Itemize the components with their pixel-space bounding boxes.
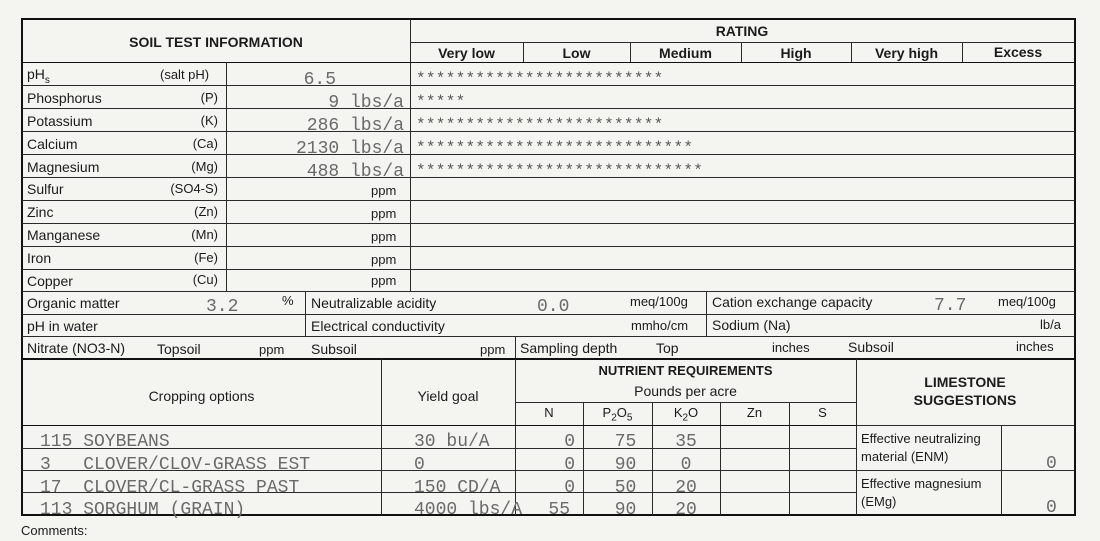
neutralizable-acidity-unit: meq/100g: [630, 294, 688, 309]
crop-n: 0: [564, 455, 575, 475]
nutrient-name: Magnesium: [27, 159, 100, 175]
rating-medium: Medium: [659, 45, 712, 61]
rating-title: RATING: [715, 23, 769, 39]
nutrient-value: 2130 lbs/a: [295, 139, 404, 159]
crop-p: 50: [614, 478, 637, 498]
crop-n: 0: [564, 478, 575, 498]
nutrient-unit: ppm: [371, 183, 397, 198]
crop-k: 35: [675, 432, 697, 452]
col-n: N: [544, 405, 554, 420]
rating-stars: *****: [416, 93, 466, 111]
emg-label-2: (EMg): [861, 494, 897, 509]
crop-yield: 0: [414, 455, 425, 475]
nutrient-symbol: (K): [200, 113, 218, 128]
neutralizable-acidity-value: 0.0: [537, 297, 570, 317]
crop-p: 90: [614, 500, 637, 520]
rating-stars: ****************************: [416, 139, 694, 157]
nutrient-unit: ppm: [371, 206, 397, 221]
crop-p: 75: [614, 432, 637, 452]
rating-excess: Excess: [993, 44, 1043, 60]
nutrient-value: 488 lbs/a: [306, 162, 404, 182]
nutrient-symbol: (P): [200, 90, 218, 105]
sampling-depth-label: Sampling depth: [520, 340, 618, 356]
subsoil-label: Subsoil: [311, 341, 357, 357]
soil-test-title: SOIL TEST INFORMATION: [129, 34, 303, 50]
rating-very-high: Very high: [874, 45, 939, 61]
misc-div-3: [515, 336, 516, 358]
lime-div: [1001, 425, 1002, 515]
crop-option: 115 SOYBEANS: [40, 432, 170, 452]
crop-n: 0: [564, 432, 575, 452]
row-line-7: [22, 223, 1075, 224]
subsoil-depth-unit: inches: [1016, 339, 1054, 354]
comments-label: Comments:: [21, 523, 88, 538]
nutrient-symbol: (Ca): [192, 136, 218, 151]
row-line-8: [22, 246, 1075, 247]
crop-option: 17 CLOVER/CL-GRASS PAST: [40, 478, 300, 498]
organic-matter-unit: %: [282, 293, 294, 308]
row-line-6: [22, 200, 1075, 201]
crop-n: 55: [548, 500, 570, 520]
nutrient-requirements-title: NUTRIENT REQUIREMENTS: [598, 363, 773, 378]
ph-water-label: pH in water: [27, 318, 98, 334]
neutralizable-acidity-label: Neutralizable acidity: [311, 295, 437, 311]
col-zn: Zn: [746, 405, 763, 420]
row-line-10: [22, 291, 1075, 292]
crop-k: 20: [675, 500, 697, 520]
organic-matter-label: Organic matter: [27, 295, 120, 311]
nutrient-requirements-subtitle: Pounds per acre: [634, 383, 737, 399]
enm-label-1: Effective neutralizing: [861, 431, 981, 446]
frame-top: [22, 18, 1075, 20]
nutrient-name: Sulfur: [27, 181, 64, 197]
rating-high: High: [780, 45, 812, 61]
topsoil-label: Topsoil: [157, 341, 201, 357]
topsoil-unit: ppm: [259, 342, 285, 357]
nutreq-header-line: [515, 402, 856, 403]
yield-goal-header: Yield goal: [417, 388, 479, 404]
cec-unit: meq/100g: [998, 294, 1056, 309]
nutrient-value: 286 lbs/a: [306, 116, 404, 136]
crop-k: 0: [680, 455, 692, 475]
lime-line-2: [856, 470, 1074, 471]
crop-option: 113 SORGHUM (GRAIN): [40, 500, 246, 520]
nitrate-label: Nitrate (NO3-N): [27, 340, 126, 356]
misc-line-2: [22, 336, 1075, 337]
nutrient-symbol: (Cu): [192, 272, 218, 287]
crop-k: 20: [675, 478, 697, 498]
nutrient-unit: ppm: [371, 229, 397, 244]
col-s: S: [818, 405, 827, 420]
crop-header-bottom: [22, 425, 856, 426]
nutrient-unit: ppm: [371, 252, 397, 267]
lime-line-1: [856, 425, 1074, 426]
nutrient-name: Calcium: [27, 136, 78, 152]
emg-label-1: Effective magnesium: [861, 476, 982, 491]
nutrient-value: 6.5: [303, 70, 336, 90]
nutrient-name: Manganese: [27, 227, 101, 243]
col-k2o: $K_2O$: [673, 405, 699, 424]
crop-yield: 30 bu/A: [414, 432, 490, 452]
row-line-2: [22, 108, 1075, 109]
nutrient-name: Iron: [27, 250, 52, 266]
col-p2o5: $P_2O_5$: [602, 405, 633, 424]
nutrient-symbol: (Mg): [191, 159, 218, 174]
nutrient-symbol: (Zn): [194, 204, 218, 219]
subsoil-unit: ppm: [480, 342, 506, 357]
misc-div-1: [305, 291, 306, 336]
rating-stars: *************************: [416, 116, 664, 134]
nutrient-unit: ppm: [371, 273, 397, 288]
rating-low: Low: [562, 45, 591, 61]
emg-value: 0: [1046, 498, 1057, 518]
ec-unit: mmho/cm: [631, 318, 689, 333]
misc-line-3: [22, 358, 1075, 360]
row-line-9: [22, 269, 1075, 270]
nutrient-name: $pH_s$: [27, 66, 50, 86]
top-label: Top: [656, 340, 679, 356]
sodium-unit: lb/a: [1040, 317, 1061, 332]
frame-left: [21, 18, 23, 516]
crop-p: 90: [614, 455, 637, 475]
cropping-options-header: Cropping options: [148, 388, 255, 404]
nutrient-name: Zinc: [27, 204, 54, 220]
frame-right: [1074, 18, 1076, 516]
top-unit: inches: [772, 340, 810, 355]
organic-matter-value: 3.2: [206, 297, 239, 317]
nutrient-symbol: (salt pH): [160, 67, 210, 82]
nutrient-symbol: (Mn): [191, 227, 218, 242]
nutrient-value: 9 lbs/a: [328, 93, 404, 113]
misc-div-2: [706, 291, 707, 336]
nutrient-symbol: (SO4-S): [170, 181, 218, 196]
enm-value: 0: [1046, 454, 1057, 474]
rating-very-low: Very low: [438, 45, 495, 61]
header-bottom-line: [22, 62, 1075, 63]
nutrient-symbol: (Fe): [194, 250, 218, 265]
ec-label: Electrical conductivity: [311, 318, 445, 334]
nutrient-name: Copper: [27, 273, 73, 289]
rating-stars: *************************: [416, 70, 664, 88]
rating-title-line: [410, 42, 1074, 43]
limestone-title-2: SUGGESTIONS: [913, 392, 1017, 408]
nutrient-name: Potassium: [27, 113, 93, 129]
enm-label-2: material (ENM): [861, 449, 949, 464]
sodium-label: Sodium (Na): [712, 317, 791, 333]
nutrient-name: Phosphorus: [27, 90, 102, 106]
limestone-title-1: LIMESTONE: [924, 374, 1006, 390]
cec-value: 7.7: [934, 296, 967, 316]
cec-label: Cation exchange capacity: [712, 294, 873, 310]
subsoil-depth-label: Subsoil: [848, 339, 894, 355]
crop-option: 3 CLOVER/CLOV-GRASS EST: [40, 455, 311, 475]
crop-yield: 4000 lbs/A: [414, 500, 523, 520]
crop-yield: 150 CD/A: [414, 478, 501, 498]
rating-stars: *****************************: [416, 162, 704, 180]
value-col-divider: [226, 62, 227, 291]
